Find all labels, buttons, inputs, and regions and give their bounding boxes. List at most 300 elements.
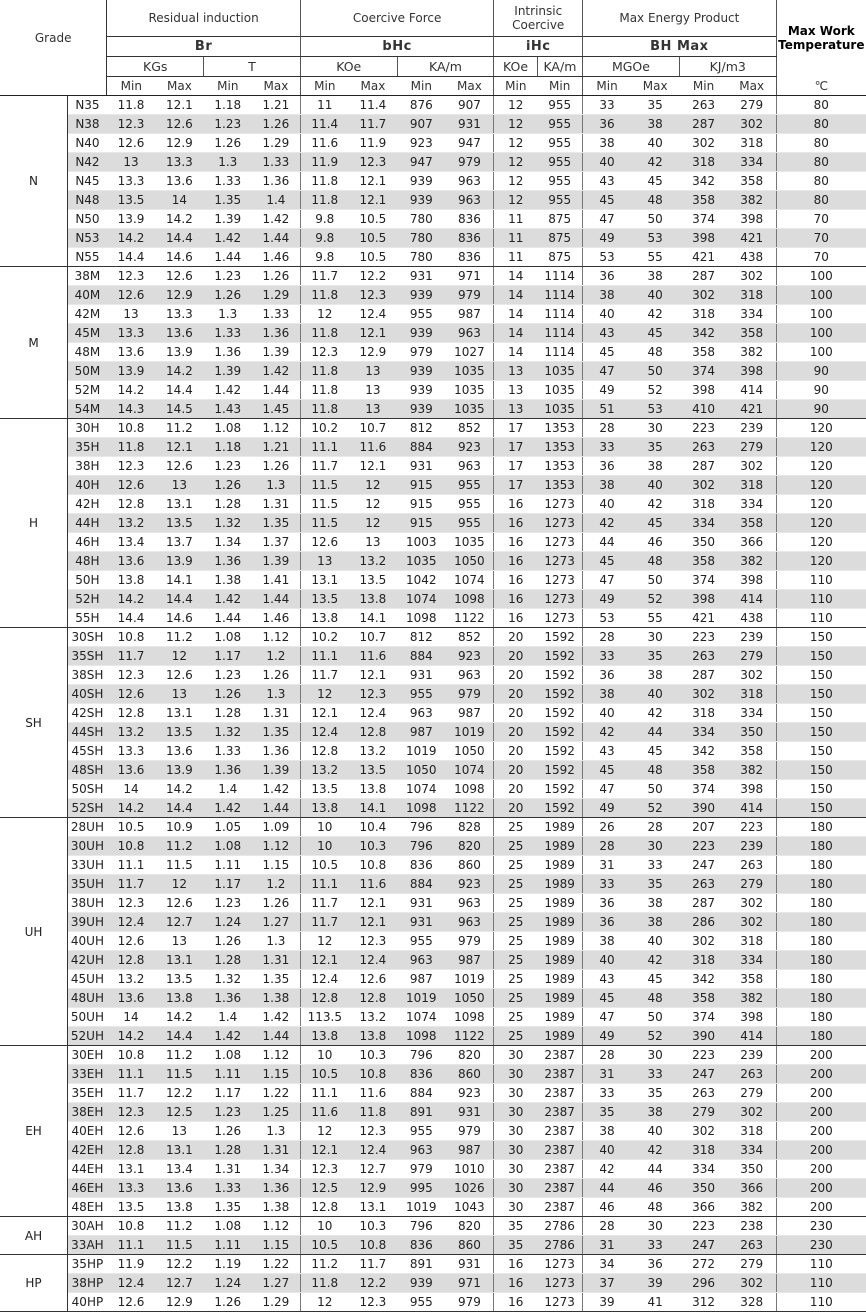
unit-koe: KOe (300, 57, 397, 77)
value-cell: 16 (494, 533, 537, 552)
table-row (0, 115, 866, 134)
value-cell: 48 (631, 1198, 679, 1217)
value-cell: 13.5 (155, 970, 203, 989)
value-cell: 1.17 (204, 875, 252, 894)
value-cell: 1273 (537, 590, 582, 609)
value-cell: 49 (583, 590, 631, 609)
value-cell: 1273 (537, 1293, 582, 1312)
value-cell: 49 (583, 381, 631, 400)
grade-group-label: SH (0, 628, 68, 818)
value-cell: 1.46 (252, 609, 300, 628)
value-cell: 10.8 (107, 1046, 155, 1065)
coercive-force-header: Coercive Force (300, 0, 494, 37)
max-work-temperature-cell: 90 (776, 362, 866, 381)
table-row (0, 1217, 866, 1236)
value-cell: 13.2 (349, 1008, 397, 1027)
max-label: Max (252, 77, 300, 96)
value-cell: 42 (631, 153, 679, 172)
value-cell: 12.8 (107, 1141, 155, 1160)
value-cell: 12.4 (349, 305, 397, 324)
value-cell: 1.4 (252, 191, 300, 210)
value-cell: 860 (445, 856, 493, 875)
value-cell: 20 (494, 761, 537, 780)
value-cell: 1.39 (252, 552, 300, 571)
grade-name: 30AH (68, 1217, 107, 1236)
value-cell: 12.8 (300, 1198, 348, 1217)
value-cell: 1.39 (204, 362, 252, 381)
value-cell: 39 (583, 1293, 631, 1312)
value-cell: 2387 (537, 1103, 582, 1122)
value-cell: 10.5 (300, 856, 348, 875)
value-cell: 2387 (537, 1160, 582, 1179)
max-work-temperature-cell: 150 (776, 780, 866, 799)
value-cell: 963 (445, 324, 493, 343)
value-cell: 239 (728, 1046, 776, 1065)
value-cell: 2387 (537, 1198, 582, 1217)
max-label: Max (445, 77, 493, 96)
value-cell: 1122 (445, 1027, 493, 1046)
value-cell: 12.6 (107, 1293, 155, 1312)
table-row (0, 837, 866, 856)
table-row (0, 134, 866, 153)
value-cell: 30 (631, 1046, 679, 1065)
value-cell: 30 (494, 1103, 537, 1122)
value-cell: 12 (349, 514, 397, 533)
value-cell: 1.3 (204, 153, 252, 172)
value-cell: 263 (679, 647, 727, 666)
grade-name: 33EH (68, 1065, 107, 1084)
value-cell: 20 (494, 666, 537, 685)
table-row (0, 1293, 866, 1312)
value-cell: 382 (728, 552, 776, 571)
value-cell: 279 (728, 647, 776, 666)
value-cell: 11.1 (300, 1084, 348, 1103)
value-cell: 11 (494, 229, 537, 248)
value-cell: 1.4 (204, 1008, 252, 1027)
value-cell: 1074 (445, 571, 493, 590)
max-work-temperature-cell: 120 (776, 495, 866, 514)
value-cell: 279 (728, 875, 776, 894)
table-body (0, 96, 866, 1312)
value-cell: 12.1 (300, 704, 348, 723)
value-cell: 836 (445, 248, 493, 267)
value-cell: 1.44 (204, 609, 252, 628)
value-cell: 995 (397, 1179, 445, 1198)
value-cell: 1989 (537, 989, 582, 1008)
grade-name: 35H (68, 438, 107, 457)
grade-name: 54M (68, 400, 107, 419)
value-cell: 47 (583, 571, 631, 590)
grade-name: 48M (68, 343, 107, 362)
value-cell: 36 (631, 1255, 679, 1274)
value-cell: 1989 (537, 951, 582, 970)
value-cell: 10.5 (349, 229, 397, 248)
value-cell: 12.2 (155, 1255, 203, 1274)
value-cell: 780 (397, 248, 445, 267)
value-cell: 342 (679, 742, 727, 761)
value-cell: 11.2 (155, 419, 203, 438)
value-cell: 35 (494, 1217, 537, 1236)
value-cell: 20 (494, 628, 537, 647)
value-cell: 12.3 (349, 685, 397, 704)
value-cell: 796 (397, 1046, 445, 1065)
value-cell: 17 (494, 476, 537, 495)
value-cell: 836 (397, 1236, 445, 1255)
value-cell: 45 (583, 989, 631, 1008)
value-cell: 33 (583, 1084, 631, 1103)
grade-name: 38EH (68, 1103, 107, 1122)
grade-name: 42EH (68, 1141, 107, 1160)
value-cell: 11.6 (300, 134, 348, 153)
value-cell: 939 (397, 191, 445, 210)
value-cell: 51 (583, 400, 631, 419)
value-cell: 16 (494, 1274, 537, 1293)
value-cell: 1.32 (204, 970, 252, 989)
value-cell: 350 (679, 533, 727, 552)
value-cell: 11.7 (349, 1255, 397, 1274)
max-work-temperature-cell: 200 (776, 1198, 866, 1217)
value-cell: 1989 (537, 970, 582, 989)
value-cell: 16 (494, 1255, 537, 1274)
value-cell: 13.8 (349, 780, 397, 799)
value-cell: 223 (679, 1217, 727, 1236)
value-cell: 366 (728, 1179, 776, 1198)
value-cell: 16 (494, 571, 537, 590)
value-cell: 1.19 (204, 1255, 252, 1274)
value-cell: 421 (679, 248, 727, 267)
value-cell: 12 (349, 495, 397, 514)
grade-name: N35 (68, 96, 107, 115)
value-cell: 11.8 (300, 400, 348, 419)
unit-koe: KOe (494, 57, 537, 77)
value-cell: 35 (494, 1236, 537, 1255)
value-cell: 12 (494, 191, 537, 210)
table-row (0, 1027, 866, 1046)
value-cell: 963 (445, 894, 493, 913)
value-cell: 1592 (537, 647, 582, 666)
value-cell: 1.18 (204, 96, 252, 115)
max-work-temperature-cell: 80 (776, 96, 866, 115)
value-cell: 50 (631, 571, 679, 590)
max-work-temperature-cell: 200 (776, 1084, 866, 1103)
value-cell: 30 (631, 837, 679, 856)
value-cell: 414 (728, 799, 776, 818)
value-cell: 963 (445, 457, 493, 476)
value-cell: 12.3 (349, 932, 397, 951)
value-cell: 390 (679, 799, 727, 818)
value-cell: 302 (679, 134, 727, 153)
value-cell: 390 (679, 1027, 727, 1046)
value-cell: 12.3 (107, 267, 155, 286)
value-cell: 296 (679, 1274, 727, 1293)
value-cell: 1592 (537, 704, 582, 723)
value-cell: 10.3 (349, 837, 397, 856)
grade-name: 40EH (68, 1122, 107, 1141)
value-cell: 13.1 (155, 1141, 203, 1160)
grade-group-label: UH (0, 818, 68, 1046)
value-cell: 318 (679, 951, 727, 970)
value-cell: 1.3 (252, 932, 300, 951)
value-cell: 971 (445, 1274, 493, 1293)
value-cell: 13.4 (155, 1160, 203, 1179)
value-cell: 302 (679, 685, 727, 704)
value-cell: 1.42 (204, 381, 252, 400)
table-row (0, 362, 866, 381)
value-cell: 10 (300, 1217, 348, 1236)
max-work-temperature-cell: 100 (776, 324, 866, 343)
value-cell: 12.4 (107, 1274, 155, 1293)
value-cell: 10.8 (107, 628, 155, 647)
grade-group-label: EH (0, 1046, 68, 1217)
min-label: Min (107, 77, 155, 96)
table-row (0, 1179, 866, 1198)
value-cell: 1.35 (252, 723, 300, 742)
value-cell: 398 (728, 780, 776, 799)
value-cell: 812 (397, 419, 445, 438)
max-work-temperature-cell: 180 (776, 951, 866, 970)
value-cell: 1.33 (204, 172, 252, 191)
value-cell: 1019 (397, 989, 445, 1008)
value-cell: 374 (679, 1008, 727, 1027)
value-cell: 1122 (445, 799, 493, 818)
value-cell: 10.2 (300, 628, 348, 647)
table-row (0, 856, 866, 875)
value-cell: 11.2 (155, 1217, 203, 1236)
value-cell: 1273 (537, 571, 582, 590)
grade-name: N53 (68, 229, 107, 248)
value-cell: 13.9 (107, 210, 155, 229)
value-cell: 963 (397, 1141, 445, 1160)
value-cell: 1035 (397, 552, 445, 571)
grade-name: 38M (68, 267, 107, 286)
value-cell: 14.5 (155, 400, 203, 419)
table-row (0, 1084, 866, 1103)
value-cell: 50 (631, 780, 679, 799)
value-cell: 279 (728, 96, 776, 115)
value-cell: 12.3 (349, 153, 397, 172)
value-cell: 836 (445, 229, 493, 248)
value-cell: 40 (631, 932, 679, 951)
value-cell: 13.2 (107, 514, 155, 533)
value-cell: 1035 (445, 400, 493, 419)
max-work-temperature-cell: 200 (776, 1141, 866, 1160)
value-cell: 1.33 (204, 742, 252, 761)
value-cell: 1.42 (252, 362, 300, 381)
value-cell: 2786 (537, 1217, 582, 1236)
value-cell: 1043 (445, 1198, 493, 1217)
value-cell: 891 (397, 1103, 445, 1122)
value-cell: 47 (583, 780, 631, 799)
value-cell: 820 (445, 837, 493, 856)
max-work-temperature-cell: 200 (776, 1065, 866, 1084)
grade-name: 38UH (68, 894, 107, 913)
grade-name: N38 (68, 115, 107, 134)
value-cell: 30 (631, 628, 679, 647)
value-cell: 1.23 (204, 666, 252, 685)
value-cell: 50 (631, 362, 679, 381)
grade-name: 55H (68, 609, 107, 628)
value-cell: 1114 (537, 267, 582, 286)
value-cell: 955 (397, 1122, 445, 1141)
value-cell: 25 (494, 837, 537, 856)
value-cell: 12 (494, 115, 537, 134)
value-cell: 13.3 (107, 172, 155, 191)
value-cell: 31 (583, 1065, 631, 1084)
value-cell: 1.35 (204, 1198, 252, 1217)
value-cell: 35 (631, 438, 679, 457)
value-cell: 302 (679, 476, 727, 495)
grade-name: 48UH (68, 989, 107, 1008)
value-cell: 13.1 (349, 1198, 397, 1217)
table-row (0, 685, 866, 704)
value-cell: 46 (583, 1198, 631, 1217)
value-cell: 11.8 (300, 172, 348, 191)
value-cell: 33 (583, 96, 631, 115)
unit-kj-m3: KJ/m3 (679, 57, 776, 77)
table-row (0, 1236, 866, 1255)
value-cell: 923 (445, 1084, 493, 1103)
unit-kgs: KGs (107, 57, 204, 77)
max-work-temperature-cell: 150 (776, 799, 866, 818)
value-cell: 11.8 (300, 191, 348, 210)
value-cell: 11.5 (155, 1236, 203, 1255)
table-row (0, 400, 866, 419)
max-work-temperature-cell: 150 (776, 628, 866, 647)
value-cell: 955 (537, 191, 582, 210)
table-header (0, 0, 866, 96)
value-cell: 12 (494, 134, 537, 153)
value-cell: 1.42 (252, 780, 300, 799)
value-cell: 421 (679, 609, 727, 628)
value-cell: 12.9 (155, 1293, 203, 1312)
value-cell: 302 (728, 115, 776, 134)
value-cell: 12.4 (349, 1141, 397, 1160)
value-cell: 287 (679, 115, 727, 134)
value-cell: 1.23 (204, 457, 252, 476)
value-cell: 35 (631, 1084, 679, 1103)
grade-name: 50H (68, 571, 107, 590)
blank-cell (0, 77, 107, 96)
value-cell: 1.29 (252, 134, 300, 153)
value-cell: 1.36 (204, 761, 252, 780)
table-row (0, 970, 866, 989)
grade-header: Grade (0, 0, 107, 77)
value-cell: 11.6 (349, 438, 397, 457)
value-cell: 12.8 (107, 704, 155, 723)
value-cell: 963 (445, 913, 493, 932)
value-cell: 13.5 (155, 723, 203, 742)
value-cell: 10.7 (349, 628, 397, 647)
value-cell: 48 (631, 552, 679, 571)
value-cell: 11.5 (300, 495, 348, 514)
value-cell: 931 (445, 1103, 493, 1122)
max-work-temperature-cell: 200 (776, 1122, 866, 1141)
value-cell: 45 (583, 552, 631, 571)
value-cell: 40 (583, 704, 631, 723)
bhc-symbol: bHc (300, 37, 494, 57)
value-cell: 1.23 (204, 115, 252, 134)
value-cell: 12 (300, 932, 348, 951)
value-cell: 1.35 (204, 191, 252, 210)
value-cell: 12.1 (155, 96, 203, 115)
value-cell: 1074 (397, 780, 445, 799)
value-cell: 955 (445, 476, 493, 495)
value-cell: 42 (631, 495, 679, 514)
value-cell: 11.7 (107, 1084, 155, 1103)
value-cell: 10.5 (107, 818, 155, 837)
value-cell: 1592 (537, 799, 582, 818)
value-cell: 1.31 (204, 1160, 252, 1179)
value-cell: 30 (494, 1141, 537, 1160)
value-cell: 14.2 (155, 780, 203, 799)
grade-name: 33AH (68, 1236, 107, 1255)
value-cell: 12.3 (300, 343, 348, 362)
value-cell: 1114 (537, 286, 582, 305)
value-cell: 12.3 (349, 286, 397, 305)
value-cell: 40 (631, 685, 679, 704)
value-cell: 382 (728, 343, 776, 362)
grade-name: 45M (68, 324, 107, 343)
value-cell: 1.33 (204, 1179, 252, 1198)
value-cell: 13.6 (107, 989, 155, 1008)
table-row (0, 305, 866, 324)
value-cell: 11.4 (300, 115, 348, 134)
value-cell: 16 (494, 495, 537, 514)
max-work-temperature-cell: 180 (776, 1008, 866, 1027)
value-cell: 875 (537, 210, 582, 229)
value-cell: 12.7 (349, 1160, 397, 1179)
max-work-temperature-cell: 100 (776, 343, 866, 362)
value-cell: 287 (679, 666, 727, 685)
value-cell: 33 (631, 856, 679, 875)
value-cell: 287 (679, 894, 727, 913)
value-cell: 1.2 (252, 875, 300, 894)
value-cell: 12.6 (107, 476, 155, 495)
grade-name: N42 (68, 153, 107, 172)
table-row (0, 381, 866, 400)
value-cell: 398 (728, 210, 776, 229)
max-work-temperature-cell: 180 (776, 913, 866, 932)
value-cell: 1026 (445, 1179, 493, 1198)
value-cell: 334 (728, 495, 776, 514)
value-cell: 16 (494, 514, 537, 533)
max-work-temperature-cell: 110 (776, 1293, 866, 1312)
value-cell: 10.3 (349, 1217, 397, 1236)
value-cell: 28 (583, 1217, 631, 1236)
value-cell: 1035 (445, 533, 493, 552)
value-cell: 1.26 (204, 685, 252, 704)
value-cell: 13 (349, 400, 397, 419)
value-cell: 13.9 (155, 761, 203, 780)
value-cell: 410 (679, 400, 727, 419)
value-cell: 13.6 (107, 552, 155, 571)
min-label: Min (583, 77, 631, 96)
value-cell: 13.5 (155, 514, 203, 533)
value-cell: 1592 (537, 723, 582, 742)
value-cell: 1098 (397, 1027, 445, 1046)
value-cell: 38 (631, 115, 679, 134)
value-cell: 45 (583, 761, 631, 780)
value-cell: 247 (679, 1065, 727, 1084)
value-cell: 12.6 (155, 457, 203, 476)
value-cell: 13.9 (155, 343, 203, 362)
grade-name: 52SH (68, 799, 107, 818)
value-cell: 10.8 (107, 1217, 155, 1236)
value-cell: 239 (728, 628, 776, 647)
grade-name: 52H (68, 590, 107, 609)
value-cell: 358 (679, 552, 727, 571)
value-cell: 11.1 (300, 438, 348, 457)
